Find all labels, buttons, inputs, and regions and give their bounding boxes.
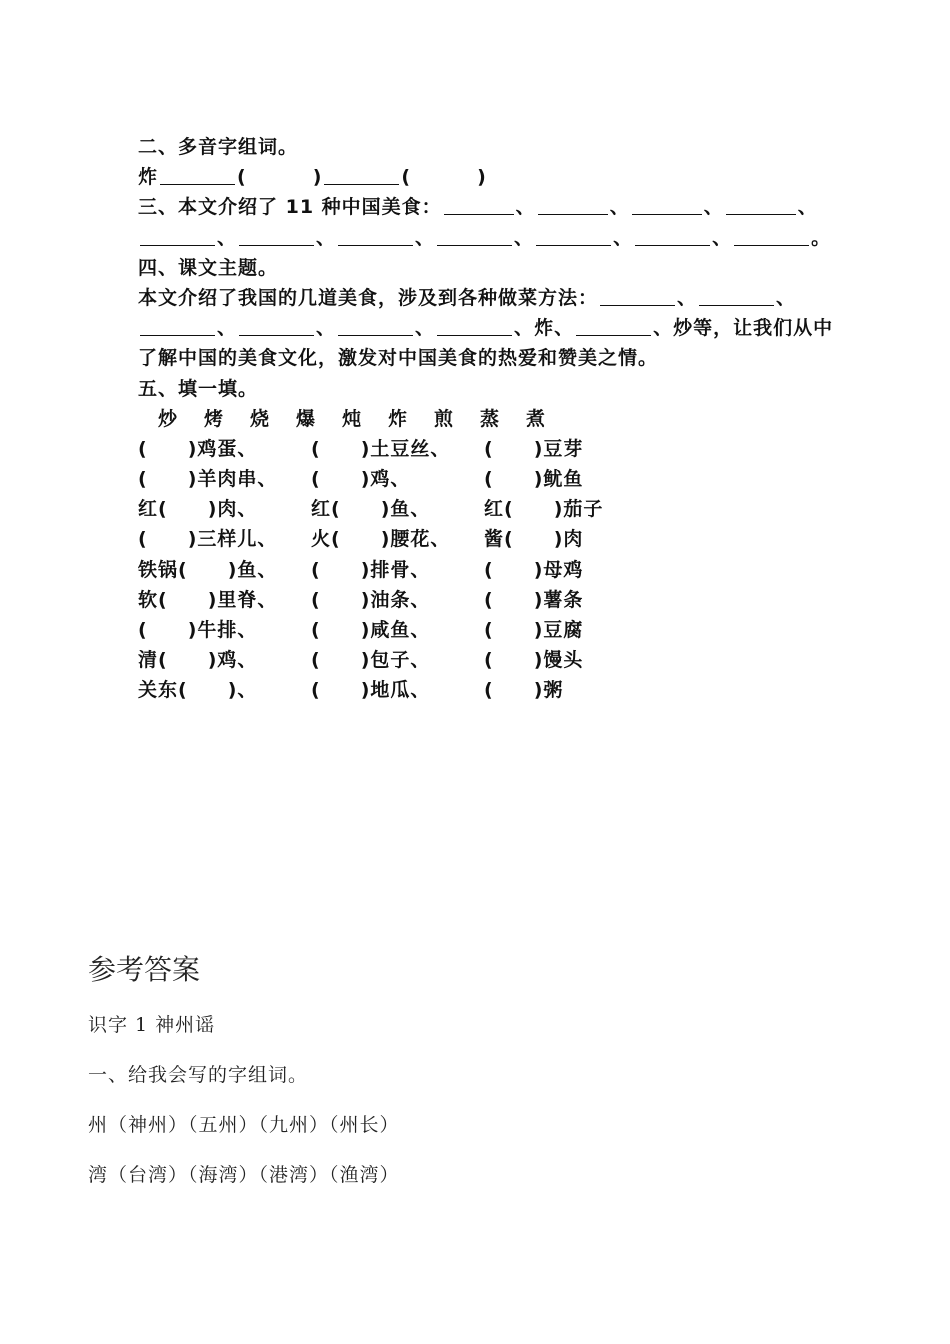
answer-blank[interactable] xyxy=(437,315,512,336)
fill-blank-close[interactable]: ) xyxy=(360,468,371,491)
fill-blank-close[interactable]: ) xyxy=(360,649,371,672)
method-6: 煎 xyxy=(434,407,454,430)
fill-item xyxy=(138,615,311,645)
fill-item-suffix: 羊肉串、 xyxy=(197,468,278,491)
fill-item-suffix: 咸鱼、 xyxy=(370,619,431,641)
fill-blank-close[interactable]: ) xyxy=(187,437,198,460)
fill-blank-open[interactable]: ( xyxy=(158,649,168,672)
fill-blank-close[interactable]: ) xyxy=(227,679,238,702)
fill-item-suffix: 牛排、 xyxy=(197,619,258,641)
fill-item xyxy=(138,585,311,615)
fill-blank-close[interactable]: ) xyxy=(553,528,564,551)
method-8: 煮 xyxy=(526,407,546,430)
fill-blank-open[interactable]: ( xyxy=(484,468,494,491)
fill-row xyxy=(138,464,918,494)
fill-row xyxy=(138,434,918,464)
fill-blank-open[interactable]: ( xyxy=(331,498,341,521)
fill-blank-open[interactable]: ( xyxy=(311,437,321,460)
answer-blank[interactable] xyxy=(437,225,512,246)
answers-line-2: 湾（台湾）（海湾）（港湾）（渔湾） xyxy=(88,1164,400,1186)
fill-blank-open[interactable]: ( xyxy=(178,679,188,702)
fill-in-rows xyxy=(138,434,918,706)
method-4: 炖 xyxy=(342,407,362,430)
fill-blank-close[interactable]: ) xyxy=(533,588,544,611)
fill-blank-close[interactable]: ) xyxy=(380,528,391,551)
fill-item xyxy=(484,555,583,585)
method-3: 爆 xyxy=(296,407,316,430)
section-4-intro: 本文介绍了我国的几道美食，涉及到各种做菜方法： xyxy=(138,286,599,309)
fill-item xyxy=(138,524,311,554)
exercise-section xyxy=(138,132,918,706)
fill-item-prefix: 红 xyxy=(311,498,332,521)
fill-item xyxy=(484,645,583,675)
fill-item xyxy=(138,675,311,705)
fill-item-suffix: 油条、 xyxy=(370,588,431,611)
method-2: 烧 xyxy=(250,407,270,430)
fill-blank-close[interactable]: ) xyxy=(360,588,371,611)
answer-section xyxy=(88,950,888,1200)
fill-blank-open[interactable]: ( xyxy=(138,437,148,460)
fill-item-suffix: 里脊、 xyxy=(217,588,278,611)
fill-blank-close[interactable]: ) xyxy=(533,558,544,581)
answer-blank[interactable] xyxy=(632,194,702,215)
fill-item-suffix: 鸡、 xyxy=(217,649,258,672)
fill-item xyxy=(311,645,484,675)
fill-item-suffix: 馒头 xyxy=(543,649,584,672)
polyphone-char: 炸 xyxy=(138,166,159,189)
fill-item-prefix: 软 xyxy=(138,588,159,611)
fill-blank-open[interactable]: ( xyxy=(311,679,321,702)
answers-title: 参考答案 xyxy=(88,953,201,986)
fill-item xyxy=(138,645,311,675)
fill-item-suffix: 、 xyxy=(237,679,258,702)
fill-blank-open[interactable]: ( xyxy=(158,498,168,521)
fill-item xyxy=(484,464,583,494)
fill-item-suffix: 腰花、 xyxy=(390,528,451,551)
fill-blank-close[interactable]: ) xyxy=(533,649,544,672)
fill-blank-open[interactable]: ( xyxy=(484,649,494,672)
fill-row xyxy=(138,585,918,615)
section-5-title: 五、填一填。 xyxy=(138,377,259,400)
fill-item xyxy=(311,464,484,494)
fill-blank-open[interactable]: ( xyxy=(138,528,148,551)
fill-blank-open[interactable]: ( xyxy=(311,619,321,641)
fill-item-suffix: 鱿鱼 xyxy=(543,468,584,491)
answer-blank[interactable] xyxy=(338,315,413,336)
answer-blank[interactable] xyxy=(734,225,809,246)
section-3-row-2: 、 、 、 、 、 、 。 xyxy=(138,223,918,253)
answer-blank[interactable] xyxy=(338,225,413,246)
fill-blank-close[interactable]: ) xyxy=(533,468,544,491)
answer-blank[interactable] xyxy=(324,164,399,185)
answer-blank[interactable] xyxy=(576,315,651,336)
fill-blank-open[interactable]: ( xyxy=(311,558,321,581)
fill-item xyxy=(138,494,311,524)
fill-blank-open[interactable]: ( xyxy=(484,619,494,641)
fill-blank-open[interactable]: ( xyxy=(138,619,148,641)
fill-blank-close[interactable]: ) xyxy=(227,558,238,581)
fill-row xyxy=(138,645,918,675)
fill-item xyxy=(484,524,583,554)
fill-item-suffix: 薯条 xyxy=(543,588,584,611)
fill-item-suffix: 鸡、 xyxy=(370,468,411,491)
fill-item xyxy=(484,615,583,645)
fill-item-suffix: 茄子 xyxy=(563,498,604,521)
fill-blank-close[interactable]: ) xyxy=(360,558,371,581)
fill-blank-close[interactable]: ) xyxy=(207,649,218,672)
fill-item-suffix: 土豆丝、 xyxy=(370,437,451,460)
fill-item-suffix: 肉 xyxy=(563,528,584,551)
answers-lesson: 识字 1 神州谣 xyxy=(88,1014,216,1036)
fill-blank-open[interactable]: ( xyxy=(178,558,188,581)
fill-item-prefix: 清 xyxy=(138,649,159,672)
answer-blank[interactable] xyxy=(699,285,774,306)
fill-blank-open[interactable]: ( xyxy=(331,528,341,551)
fill-item xyxy=(484,675,563,705)
answer-blank[interactable] xyxy=(536,225,611,246)
fill-item xyxy=(484,585,583,615)
fill-item xyxy=(484,434,583,464)
fill-blank-close[interactable]: ) xyxy=(187,468,198,491)
fill-blank-open[interactable]: ( xyxy=(311,468,321,491)
fill-item xyxy=(311,585,484,615)
answer-blank[interactable] xyxy=(600,285,675,306)
fill-item-suffix: 排骨、 xyxy=(370,558,431,581)
answer-blank[interactable] xyxy=(444,194,514,215)
method-1: 烤 xyxy=(204,407,224,430)
section-2-title: 二、多音字组词。 xyxy=(138,136,299,158)
section-4-row-3: 了解中国的美食文化，激发对中国美食的热爱和赞美之情。 xyxy=(138,347,659,370)
fill-item-suffix: 包子、 xyxy=(370,649,431,672)
fill-blank-open[interactable]: ( xyxy=(484,437,494,460)
fill-blank-open[interactable]: ( xyxy=(484,679,494,702)
section-4-row-1: 本文介绍了我国的几道美食，涉及到各种做菜方法： 、 、 xyxy=(138,286,797,309)
fill-blank-close[interactable]: ) xyxy=(360,437,371,460)
polyphone-row: 炸 ( ) ( ) xyxy=(138,166,487,189)
fill-item xyxy=(484,494,603,524)
method-0: 炒 xyxy=(158,407,178,430)
fill-item xyxy=(311,434,484,464)
fill-item xyxy=(138,434,311,464)
fill-row xyxy=(138,524,918,554)
fill-blank-close[interactable]: ) xyxy=(207,498,218,521)
fill-item-suffix: 三样儿、 xyxy=(197,528,278,551)
cooking-methods-row xyxy=(138,404,918,434)
answer-blank[interactable] xyxy=(160,164,235,185)
fill-item xyxy=(138,555,311,585)
fill-row xyxy=(138,615,918,645)
fill-blank-open[interactable]: ( xyxy=(138,468,148,491)
fill-item xyxy=(311,494,484,524)
fill-blank-close[interactable]: ) xyxy=(533,679,544,702)
fill-blank-open[interactable]: ( xyxy=(504,498,514,521)
fill-item-suffix: 肉、 xyxy=(217,498,258,521)
fill-blank-close[interactable]: ) xyxy=(533,619,544,641)
fill-blank-close[interactable]: ) xyxy=(187,619,198,641)
fill-blank-close[interactable]: ) xyxy=(360,679,371,702)
fill-item-suffix: 鸡蛋、 xyxy=(197,437,258,460)
section-3-row: 三、本文介绍了 11 种中国美食： 、 、 、 、 xyxy=(138,196,818,219)
answer-blank[interactable] xyxy=(726,194,796,215)
fill-item-prefix: 红 xyxy=(138,498,159,521)
fill-blank-open[interactable]: ( xyxy=(311,588,321,611)
answers-section-1: 一、给我会写的字组词。 xyxy=(88,1064,309,1086)
section-4-row-2: 、 、 、 、炸、 、炒等，让我们从中 xyxy=(138,313,918,343)
fill-item xyxy=(311,675,484,705)
fill-row xyxy=(138,494,918,524)
answer-blank[interactable] xyxy=(538,194,608,215)
answer-blank[interactable] xyxy=(239,225,314,246)
fill-blank-open[interactable]: ( xyxy=(311,649,321,672)
method-7: 蒸 xyxy=(480,407,500,430)
fill-item-suffix: 地瓜、 xyxy=(370,679,431,702)
fill-item-prefix: 酱 xyxy=(484,528,505,551)
fill-item-suffix: 母鸡 xyxy=(543,558,584,581)
fill-item-suffix: 豆芽 xyxy=(543,437,584,460)
fill-item-suffix: 鱼、 xyxy=(390,498,431,521)
section-4-mid-1: 炸、 xyxy=(534,317,575,340)
fill-blank-close[interactable]: ) xyxy=(533,437,544,460)
fill-item xyxy=(311,555,484,585)
answer-blank[interactable] xyxy=(635,225,710,246)
fill-blank-open[interactable]: ( xyxy=(484,558,494,581)
fill-blank-close[interactable]: ) xyxy=(360,619,371,641)
section-4-title: 四、课文主题。 xyxy=(138,256,279,279)
answer-blank[interactable] xyxy=(140,315,215,336)
fill-item-prefix: 关东 xyxy=(138,679,179,702)
fill-item-prefix: 火 xyxy=(311,528,332,551)
fill-blank-open[interactable]: ( xyxy=(504,528,514,551)
fill-row xyxy=(138,675,918,705)
fill-blank-open[interactable]: ( xyxy=(484,588,494,611)
fill-item xyxy=(311,615,484,645)
fill-item-suffix: 粥 xyxy=(543,679,564,702)
fill-item xyxy=(311,524,484,554)
fill-row xyxy=(138,555,918,585)
fill-item-prefix: 红 xyxy=(484,498,505,521)
fill-blank-close[interactable]: ) xyxy=(207,588,218,611)
section-3-title: 三、本文介绍了 11 种中国美食： xyxy=(138,196,442,219)
fill-item-prefix: 铁锅 xyxy=(138,558,179,581)
fill-item-suffix: 鱼、 xyxy=(237,558,278,581)
answers-line-1: 州（神州）（五州）（九州）（州长） xyxy=(88,1114,400,1136)
section-4-mid-2: 、炒等，让我们从中 xyxy=(653,317,834,340)
fill-item-suffix: 豆腐 xyxy=(543,619,584,641)
fill-blank-open[interactable]: ( xyxy=(158,588,168,611)
fill-blank-close[interactable]: ) xyxy=(380,498,391,521)
answer-blank[interactable] xyxy=(239,315,314,336)
fill-blank-close[interactable]: ) xyxy=(553,498,564,521)
method-5: 炸 xyxy=(388,407,408,430)
answer-blank[interactable] xyxy=(140,225,215,246)
fill-item xyxy=(138,464,311,494)
fill-blank-close[interactable]: ) xyxy=(187,528,198,551)
